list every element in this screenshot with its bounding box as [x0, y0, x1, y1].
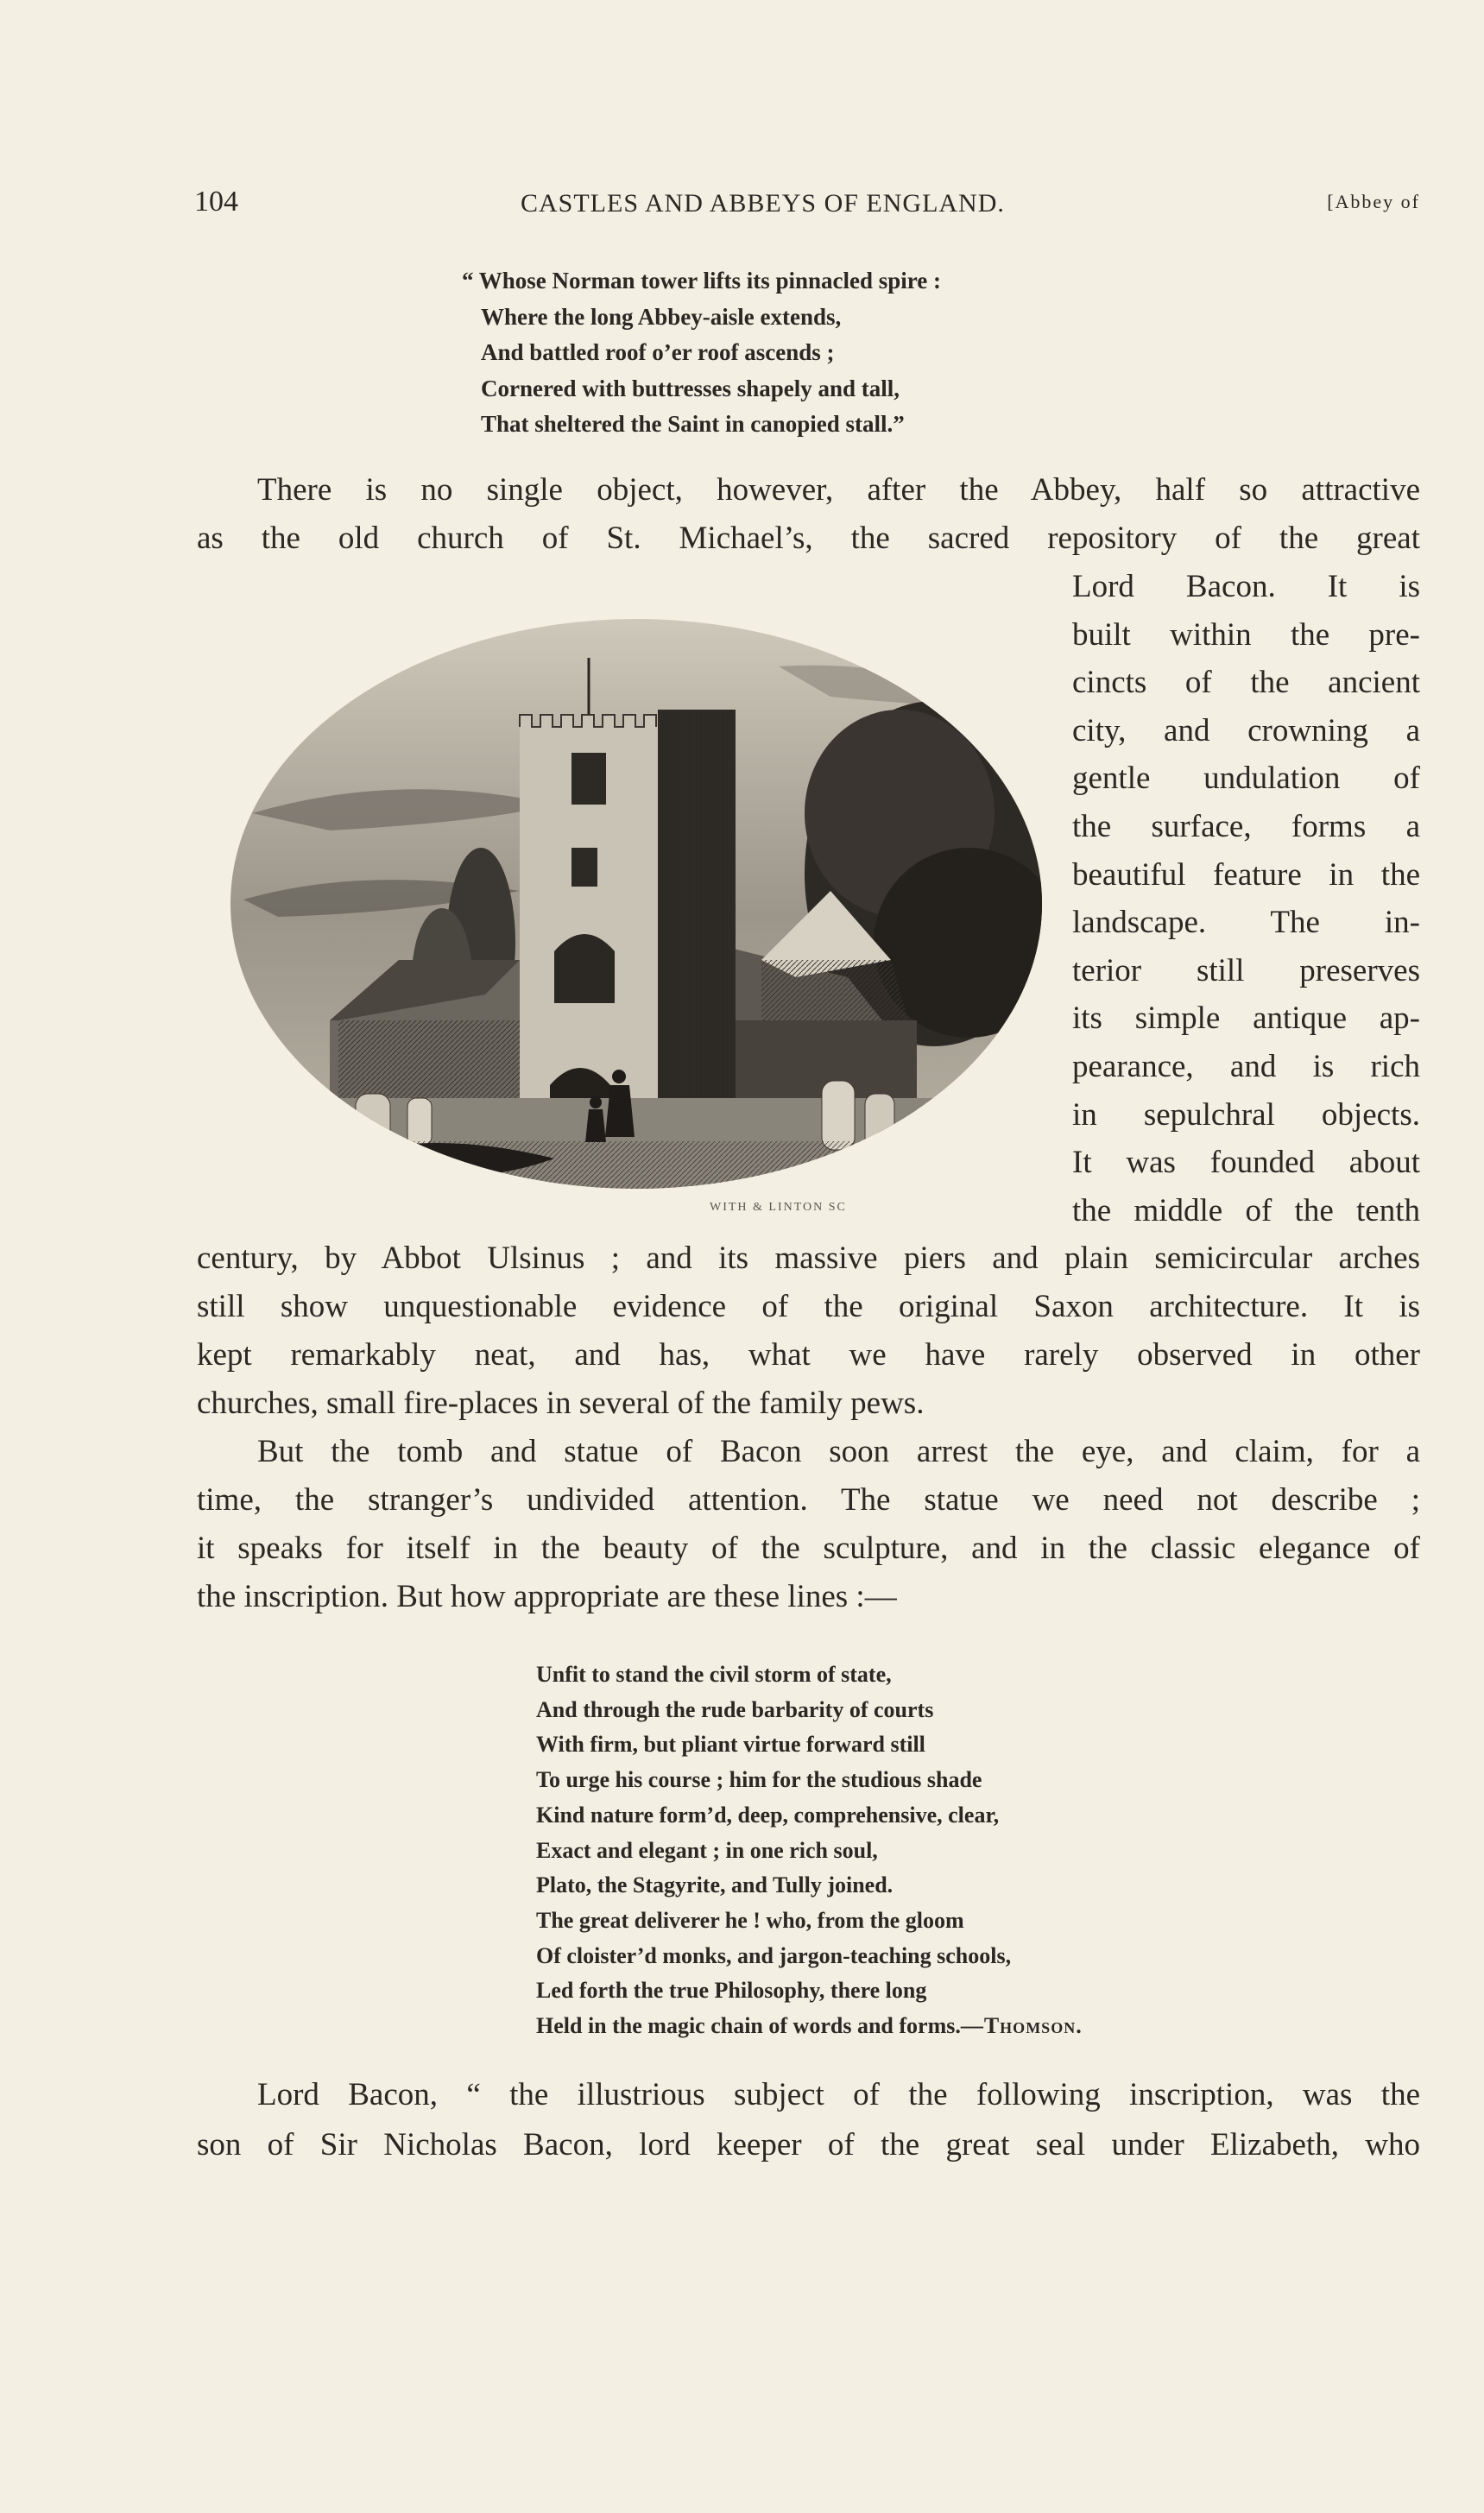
text-line: city, and crowning a — [1072, 712, 1420, 748]
verse-line: Of cloister’d monks, and jargon-teaching schools, — [536, 1942, 1012, 1968]
text-line: gentle undulation of — [1072, 761, 1420, 797]
text-line: its simple antique ap- — [1072, 1001, 1420, 1037]
page-number: 104 — [194, 186, 238, 218]
text-line: landscape. The in- — [1072, 905, 1420, 941]
opening-verse — [462, 263, 941, 443]
text-line: in sepulchral objects. — [1072, 1096, 1420, 1133]
text-line: kept remarkably neat, and has, what we have rarely observed in other — [197, 1337, 1420, 1373]
text-line: time, the stranger’s undivided attention. The statue we need not describe ; — [197, 1482, 1420, 1518]
text-line: century, by Abbot Ulsinus ; and its massive piers and plain semicircular arches — [197, 1241, 1420, 1276]
church-tower — [520, 658, 736, 1141]
paragraph-3 — [197, 2070, 1420, 2170]
verse-attribution: —Thomson. — [960, 2013, 1083, 2039]
verse-line: The great deliverer he ! who, from the gloom — [536, 1907, 964, 1933]
verse-line: And through the rude barbarity of courts — [536, 1696, 934, 1722]
verse-line: Exact and elegant ; in one rich soul, — [536, 1837, 878, 1863]
church-engraving-illustration — [226, 615, 1046, 1219]
running-section: [Abbey of — [1327, 191, 1420, 212]
text-line: It was founded about — [1072, 1145, 1420, 1181]
text-line: Lord Bacon, “ the illustrious subject of the following inscription, was the — [257, 2077, 1420, 2112]
verse-line: With firm, but pliant virtue forward still — [536, 1732, 925, 1758]
paragraph-1-wrap-column — [1072, 563, 1420, 1234]
verse-line — [536, 2009, 1083, 2044]
text-line: the inscription. But how appropriate are these lines :— — [197, 1579, 897, 1614]
verse-line: Kind nature form’d, deep, comprehensive, clear, — [536, 1802, 1000, 1828]
text-line: the surface, forms a — [1072, 808, 1420, 844]
text-line: son of Sir Nicholas Bacon, lord keeper of the great seal under Elizabeth, who — [197, 2127, 1420, 2163]
verse-line: That sheltered the Saint in canopied stall.” — [481, 411, 905, 437]
verse-line: Unfit to stand the civil storm of state, — [536, 1662, 892, 1687]
thomson-verse — [536, 1657, 1083, 2044]
text-line: terior still preserves — [1072, 952, 1420, 988]
paragraph-1-tail — [197, 1234, 1420, 1621]
text-line: still show unquestionable evidence of the original Saxon architecture. It is — [197, 1289, 1420, 1324]
text-line: pearance, and is rich — [1072, 1048, 1420, 1084]
text-line: as the old church of St. Michael’s, the sacred repository of the great — [197, 521, 1420, 556]
paragraph-1-intro — [197, 466, 1420, 563]
verse-line-text: Held in the magic chain of words and forms. — [536, 2013, 961, 2039]
text-line: it speaks for itself in the beauty of the sculpture, and in the classic elegance of — [197, 1531, 1420, 1566]
engraver-signature: WITH & LINTON SC — [710, 1201, 847, 1214]
verse-line: Led forth the true Philosophy, there long — [536, 1978, 927, 2004]
text-line: churches, small fire-places in several of the family pews. — [197, 1386, 925, 1421]
page-header — [194, 186, 1429, 229]
verse-line: Where the long Abbey-aisle extends, — [481, 303, 842, 330]
running-title: CASTLES AND ABBEYS OF ENGLAND. — [521, 189, 1005, 218]
verse-line: And battled roof o’er roof ascends ; — [481, 339, 835, 365]
verse-line: To urge his course ; him for the studious shade — [536, 1767, 982, 1793]
text-line: built within the pre- — [1072, 616, 1420, 653]
verse-line: Plato, the Stagyrite, and Tully joined. — [536, 1872, 894, 1898]
text-line: the middle of the tenth — [1072, 1192, 1420, 1228]
text-line: Lord Bacon. It is — [1072, 569, 1420, 604]
verse-line: Cornered with buttresses shapely and tall, — [481, 375, 900, 401]
text-line: cincts of the ancient — [1072, 665, 1420, 701]
text-line: beautiful feature in the — [1072, 856, 1420, 893]
verse-line: “ Whose Norman tower lifts its pinnacled spire : — [462, 268, 942, 294]
text-line: There is no single object, however, after the Abbey, half so attractive — [257, 472, 1420, 508]
text-line: But the tomb and statue of Bacon soon arrest the eye, and claim, for a — [257, 1434, 1420, 1469]
